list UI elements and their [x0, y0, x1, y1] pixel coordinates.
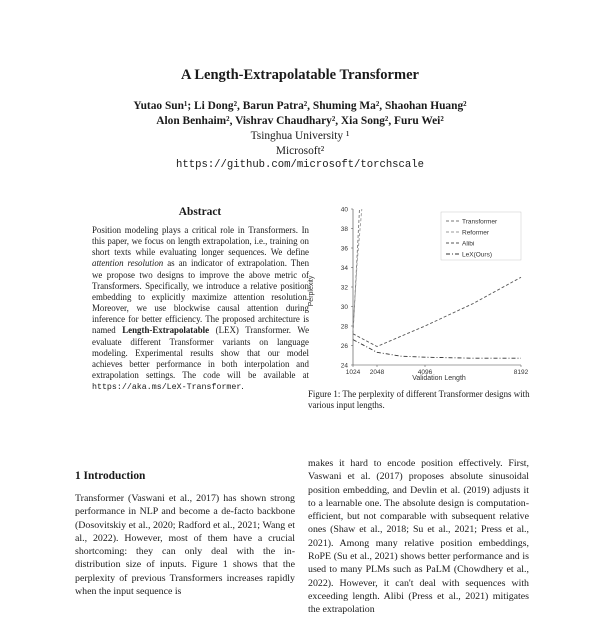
y-tick-label: 28 — [340, 323, 348, 331]
legend-label: LeX(Ours) — [462, 251, 492, 259]
y-tick-label: 24 — [340, 362, 348, 370]
abstract-model-name: Length-Extrapolatable — [122, 325, 210, 336]
affiliation-tsinghua: Tsinghua University ¹ — [250, 130, 350, 142]
y-axis-label: Perplexity — [308, 275, 315, 307]
abstract-part-2: as an indicator of extrapolation. Then we propose two designs to improve the above metric of Transformers. Specifically, we introduce a relative position embedding to explicitly maximize attention resolution. Moreover, we use blockwise causal attention during inference for better efficiency. The proposed architecture is named — [92, 258, 310, 336]
x-tick-label: 2048 — [369, 369, 385, 376]
legend-label: Transformer — [462, 218, 498, 226]
code-url-link[interactable]: https://aka.ms/LeX-Transformer — [92, 383, 242, 393]
paper-title: A Length-Extrapolatable Transformer — [181, 67, 419, 83]
affiliations — [0, 129, 600, 159]
y-tick-label: 26 — [340, 343, 348, 350]
chart-legend — [441, 212, 521, 260]
x-tick-label: 4096 — [417, 369, 433, 376]
abstract-part-1: Position modeling plays a critical role in Transformers. In this paper, we focus on length extrapolation, i.e., training on short texts while evaluating longer sequences. We define — [92, 225, 309, 258]
x-axis-label: Validation Length — [412, 375, 466, 382]
x-tick-label: 8192 — [513, 369, 529, 376]
abstract-text — [92, 225, 309, 393]
section-heading-introduction: 1 Introduction — [75, 470, 146, 482]
author-line-2: Alon Benhaim², Vishrav Chaudhary², Xia Song², Furu Wei² — [156, 115, 444, 127]
abstract-part-3: (LEX) Transformer. We evaluate different Transformer variants on language modeling. Experimental results show that our model achieves better performance in both interpolation and extrapolation settings. The code will be available at — [92, 325, 310, 381]
figure-caption: Figure 1: The perplexity of different Transformer designs with various input lengths. — [308, 389, 530, 411]
repo-url[interactable]: https://github.com/microsoft/torchscale — [176, 159, 424, 171]
author-line-1: Yutao Sun¹; Li Dong², Barun Patra², Shuming Ma², Shaohan Huang² — [133, 100, 467, 112]
y-tick-label: 34 — [340, 265, 348, 272]
y-tick-label: 40 — [340, 206, 348, 214]
abstract-heading: Abstract — [178, 206, 222, 218]
perplexity-chart — [303, 203, 533, 383]
series-line-lexours — [353, 340, 521, 359]
author-list — [0, 99, 600, 129]
y-tick-label: 30 — [340, 304, 348, 311]
abstract-emphasis: attention resolution — [92, 258, 164, 269]
y-tick-label: 36 — [340, 245, 348, 253]
introduction-text: Transformer (Vaswani et al., 2017) has shown strong performance in NLP and become a de-facto backbone (Dosovitskiy et al., 2020; Radford et al., 2021; Wang et al., 2022). However, most of them have a crucial shortcoming: they can only deal with the in-distribution size of inputs. Figure 1 shows that the perplexity of previous Transformers increases rapidly when the input sequence is — [75, 493, 295, 598]
legend-label: Reformer — [462, 229, 490, 237]
legend-label: Alibi — [462, 240, 475, 248]
affiliation-microsoft: Microsoft² — [275, 145, 325, 157]
series-line-alibi — [353, 277, 521, 346]
right-column-text: makes it hard to encode position effectively. First, Vaswani et al. (2017) proposes absolute sinusoidal position embedding, and Devlin et al. (2019) adjusts it to a learnable one. The absolute design is computation-efficient, but not comparable with subsequent relative ones (Shaw et al., 2018; Su et al., 2021; Press et al., 2021). Among many relative position embeddings, RoPE (Su et al., 2021) shows better performance and is used to many PLMs such as PaLM (Chowdhery et al., 2022). However, it can't deal with sequences with exceeding length. Alibi (Press et al., 2021) mitigates the extrapolation — [308, 458, 529, 616]
x-tick-label: 1024 — [345, 369, 361, 376]
y-tick-label: 38 — [340, 226, 348, 233]
abstract-end: . — [241, 381, 244, 392]
y-tick-label: 32 — [340, 284, 348, 292]
